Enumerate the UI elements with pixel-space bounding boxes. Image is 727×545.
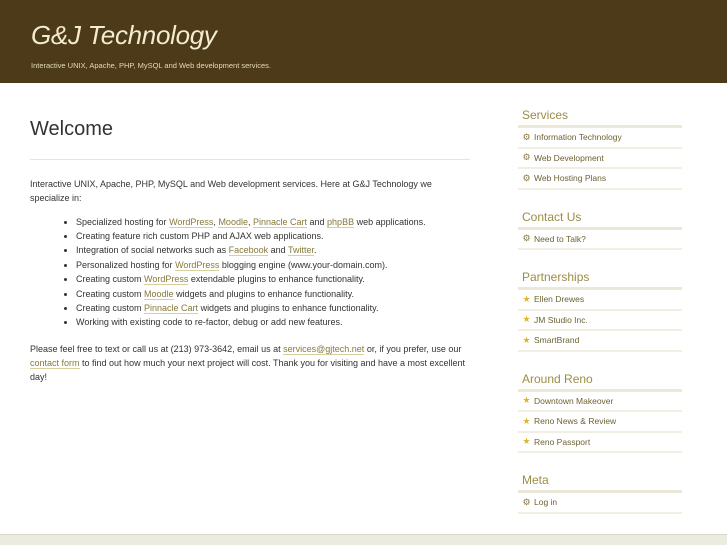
facebook-link[interactable]: Facebook bbox=[228, 245, 269, 256]
pinnacle-cart-link[interactable]: Pinnacle Cart bbox=[144, 303, 199, 314]
sidebar-item-reno-passport[interactable] bbox=[518, 433, 682, 454]
site-header bbox=[0, 0, 727, 83]
widget-title: Contact Us bbox=[518, 208, 682, 230]
wordpress-link[interactable]: WordPress bbox=[175, 259, 220, 270]
list-item: • Creating custom Pinnacle Cart widgets and plugins to enhance functionality. bbox=[76, 301, 470, 315]
phpbb-link[interactable]: phpBB bbox=[327, 216, 355, 227]
sidebar-link[interactable]: Ellen Drewes bbox=[534, 294, 585, 305]
list-item: • Creating feature rich custom PHP and AJAX web applications. bbox=[76, 229, 470, 243]
list-item: • Creating custom WordPress extendable plugins to enhance functionality. bbox=[76, 272, 470, 286]
sidebar-item-downtown-makeover[interactable] bbox=[518, 392, 682, 413]
widget-meta bbox=[518, 471, 682, 514]
star-icon: ★ bbox=[522, 334, 531, 345]
sidebar-link[interactable]: Need to Talk? bbox=[534, 233, 586, 244]
page-title: Welcome bbox=[30, 118, 113, 140]
moodle-link[interactable]: Moodle bbox=[144, 288, 174, 299]
sidebar-item-ellen-drewes[interactable] bbox=[518, 290, 682, 311]
pinnacle-cart-link[interactable]: Pinnacle Cart bbox=[252, 216, 308, 227]
main-content bbox=[30, 118, 470, 394]
intro-paragraph: Interactive UNIX, Apache, PHP, MySQL and Web development services. Here at G&J Technology we specialize in: bbox=[30, 179, 432, 204]
site-tagline: Interactive UNIX, Apache, PHP, MySQL and Web development services. bbox=[31, 61, 271, 70]
divider bbox=[30, 159, 470, 160]
sidebar-item-log-in[interactable] bbox=[518, 493, 682, 514]
widget-title: Partnerships bbox=[518, 268, 682, 290]
sidebar-item-need-to-talk[interactable] bbox=[518, 230, 682, 251]
star-icon: ★ bbox=[522, 415, 531, 426]
post-content bbox=[30, 177, 470, 385]
sidebar-item-information-technology[interactable] bbox=[518, 128, 682, 149]
star-icon: ★ bbox=[522, 293, 531, 304]
gear-icon: ⚙ bbox=[522, 131, 531, 142]
sidebar-item-web-hosting-plans[interactable] bbox=[518, 169, 682, 190]
sidebar-link[interactable]: Reno Passport bbox=[534, 436, 591, 447]
wordpress-link[interactable]: WordPress bbox=[144, 274, 189, 285]
site-title[interactable]: G&J Technology bbox=[31, 20, 217, 50]
widget-title: Around Reno bbox=[518, 370, 682, 392]
list-item: • Specialized hosting for WordPress, Moodle, Pinnacle Cart and phpBB web applications. bbox=[76, 215, 470, 229]
twitter-link[interactable]: Twitter bbox=[287, 245, 314, 256]
gear-icon: ⚙ bbox=[522, 172, 531, 183]
sidebar-link[interactable]: SmartBrand bbox=[534, 335, 580, 346]
closing-paragraph: Please feel free to text or call us at (213) 973-3642, email us at services@gjtech.net or, if you prefer, use our contact form to find out how much your next project will cost. Thank you for visiting and have a most excellent day! bbox=[30, 343, 466, 383]
sidebar-item-jm-studio[interactable] bbox=[518, 311, 682, 332]
list-item: • Creating custom Moodle widgets and plugins to enhance functionality. bbox=[76, 287, 470, 301]
widget-title: Services bbox=[518, 106, 682, 128]
widget-partnerships bbox=[518, 268, 682, 352]
sidebar-link[interactable]: Information Technology bbox=[534, 132, 622, 143]
wordpress-link[interactable]: WordPress bbox=[169, 216, 214, 227]
services-list bbox=[76, 215, 470, 330]
widget-around-reno bbox=[518, 370, 682, 454]
sidebar-link[interactable]: Web Development bbox=[534, 152, 604, 163]
sidebar-link[interactable]: JM Studio Inc. bbox=[534, 314, 588, 325]
sidebar-link[interactable]: Log in bbox=[534, 497, 558, 508]
sidebar-link[interactable]: Reno News & Review bbox=[534, 416, 617, 427]
star-icon: ★ bbox=[522, 314, 531, 325]
list-item: • Working with existing code to re-factor, debug or add new features. bbox=[76, 315, 470, 329]
star-icon: ★ bbox=[522, 395, 531, 406]
widget-title: Meta bbox=[518, 471, 682, 493]
gear-icon: ⚙ bbox=[522, 496, 531, 507]
sidebar-item-reno-news-review[interactable] bbox=[518, 412, 682, 433]
gear-icon: ⚙ bbox=[522, 233, 531, 244]
sidebar-link[interactable]: Web Hosting Plans bbox=[534, 173, 607, 184]
sidebar-link[interactable]: Downtown Makeover bbox=[534, 395, 614, 406]
list-item: • Integration of social networks such as Facebook and Twitter. bbox=[76, 243, 470, 257]
star-icon: ★ bbox=[522, 436, 531, 447]
sidebar-item-web-development[interactable] bbox=[518, 149, 682, 170]
gear-icon: ⚙ bbox=[522, 152, 531, 163]
site-footer bbox=[0, 534, 727, 545]
email-link[interactable]: services@gjtech.net bbox=[283, 343, 365, 354]
widget-contact bbox=[518, 208, 682, 251]
sidebar bbox=[518, 106, 682, 532]
contact-form-link[interactable]: contact form bbox=[30, 358, 80, 369]
sidebar-item-smartbrand[interactable] bbox=[518, 331, 682, 352]
moodle-link[interactable]: Moodle bbox=[218, 216, 248, 227]
widget-services bbox=[518, 106, 682, 190]
list-item: • Personalized hosting for WordPress blogging engine (www.your-domain.com). bbox=[76, 258, 470, 272]
